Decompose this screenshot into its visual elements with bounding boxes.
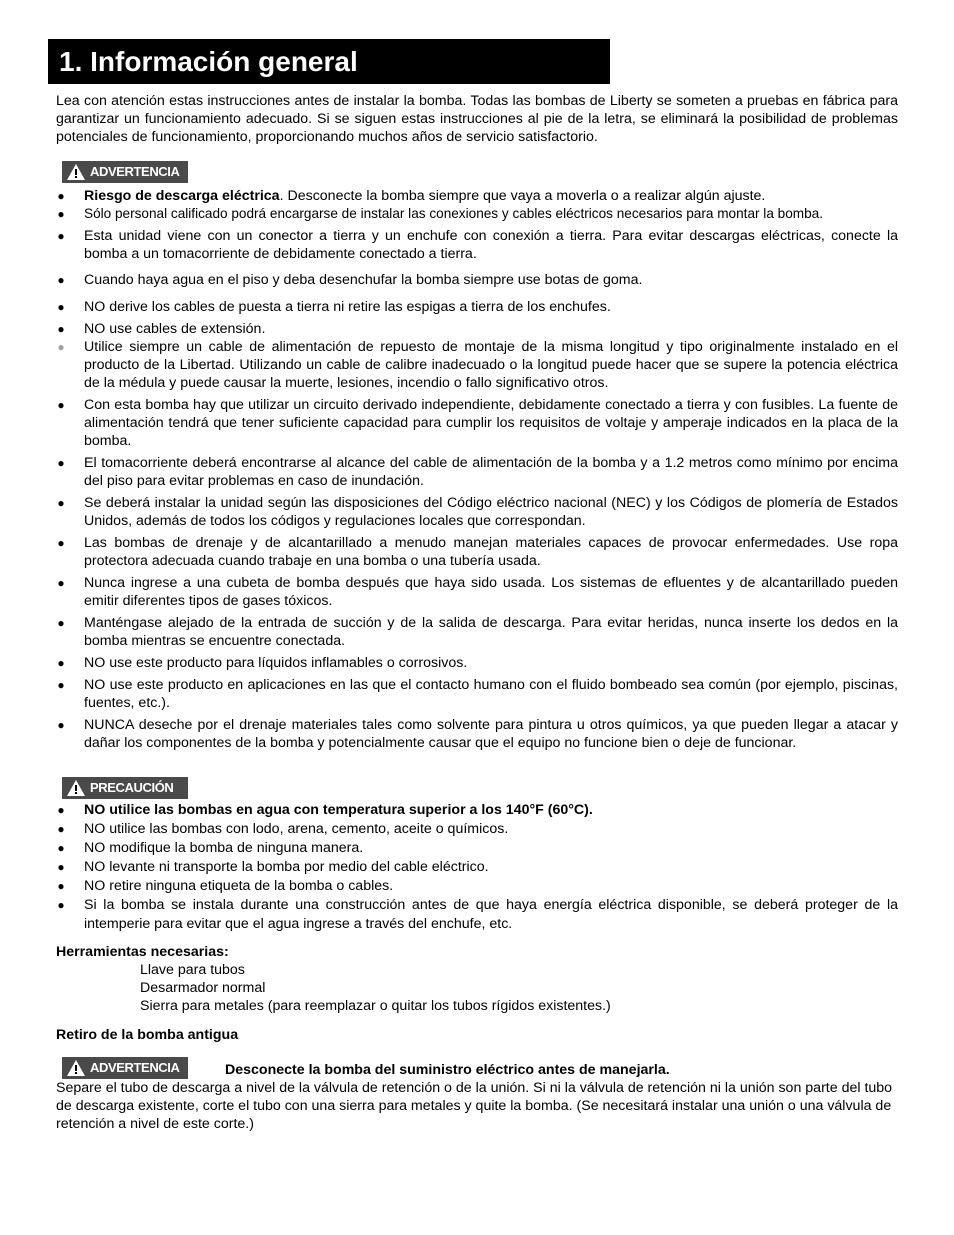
bullet-icon: ● [57,576,65,590]
tool-item: Llave para tubos [140,962,245,978]
item-text: NO use este producto en aplicaciones en las que el contacto humano con el fluido bombeado sea común (por ejemplo, piscinas, fuentes, etc.). [84,677,898,711]
bullet-icon: ● [57,273,65,287]
item-text: El tomacorriente deberá encontrarse al alcance del cable de alimentación de la bomba y a 1.2 metros como mínimo por encima del piso para evitar problemas en caso de inundación. [84,455,898,489]
caution-item [56,839,898,858]
warning-item [56,227,898,263]
warning-item [56,338,898,392]
item-text: NO retire ninguna etiqueta de la bomba o cables. [84,878,394,894]
removal-warning-text: Desconecte la bomba del suministro eléctrico antes de manejarla. [225,1062,670,1078]
warning-triangle-icon [66,1059,86,1077]
item-text: . Desconecte la bomba siempre que vaya a moverla o a realizar algún ajuste. [279,188,766,204]
warning-item [56,271,898,289]
warning-badge-label: ADVERTENCIA [90,164,180,179]
tool-item: Sierra para metales (para reemplazar o quitar los tubos rígidos existentes.) [140,998,611,1014]
bullet-icon: ● [57,879,65,893]
bullet-icon: ● [57,398,65,412]
section-title: 1. Información general [48,39,610,84]
removal-heading: Retiro de la bomba antigua [56,1027,239,1043]
warning-item [56,298,898,316]
tool-item: Desarmador normal [140,980,266,996]
warning-item [56,676,898,712]
warnings-list [56,187,898,752]
tools-heading: Herramientas necesarias: [56,944,229,960]
warning-item [56,614,898,650]
item-text: Las bombas de drenaje y de alcantarillado a menudo manejan materiales capaces de provocar enfermedades. Use ropa protectora adecuada cuando trabaje en una bomba o una tubería usada. [84,535,898,569]
item-bold-text: Riesgo de descarga eléctrica [84,188,280,204]
item-text: NUNCA deseche por el drenaje materiales tales como solvente para pintura u otros químicos, ya que pueden llegar a atacar y dañar los componentes de la bomba y potencialmente causar que el equipo no funcione bien o deje de funcionar. [84,717,898,751]
item-text: Sólo personal calificado podrá encargarse de instalar las conexiones y cables eléctricos necesarios para montar la bomba. [84,206,824,221]
bullet-icon: ● [57,536,65,550]
caution-badge [62,777,188,799]
item-text: Utilice siempre un cable de alimentación de repuesto de montaje de la misma longitud y tipo originalmente instalado en el producto de la Libertad. Utilizando un cable de calibre inadecuado o la longitud puede hacer que se supere la potencia eléctrica de la médula y puede causar la muerte, lesiones, incendio o fallo significativo otros. [84,339,898,391]
item-text: Si la bomba se instala durante una construcción antes de que haya energía eléctrica disponible, se deberá proteger de la intemperie para evitar que el agua ingrese a través del enchufe, etc. [84,897,898,932]
item-text: Nunca ingrese a una cubeta de bomba después que haya sido usada. Los sistemas de efluentes y de alcantarillado pueden emitir diferentes tipos de gases tóxicos. [84,575,898,609]
bullet-icon: ● [57,322,65,336]
item-text: NO derive los cables de puesta a tierra ni retire las espigas a tierra de los enchufes. [84,299,611,315]
bullet-icon: ● [57,898,65,912]
bullet-icon: ● [57,803,65,817]
tools-list [140,961,611,1015]
bullet-icon: ● [57,616,65,630]
warning-item [56,574,898,610]
item-text: NO use este producto para líquidos inflamables o corrosivos. [84,655,468,671]
caution-item [56,801,898,820]
item-text: Se deberá instalar la unidad según las disposiciones del Código eléctrico nacional (NEC) y los Códigos de plomería de Estados Unidos, además de todos los códigos y regulaciones locales que correspondan. [84,495,898,529]
item-text: Esta unidad viene con un conector a tierra y un enchufe con conexión a tierra. Para evitar descargas eléctricas, conecte la bomba a un tomacorriente de debidamente conectado a tierra. [84,228,898,262]
warning-badge [62,161,188,183]
bullet-icon: ● [57,656,65,670]
warning-item [56,654,898,672]
bullet-icon: ● [57,678,65,692]
intro-paragraph: Lea con atención estas instrucciones antes de instalar la bomba. Todas las bombas de Liberty se someten a pruebas en fábrica para garantizar un funcionamiento adecuado. Si se siguen estas instrucciones al pie de la letra, se eliminará la posibilidad de problemas potenciales de funcionamiento, proporcionando muchos años de servicio satisfactorio. [56,93,898,145]
item-text: Manténgase alejado de la entrada de succión y de la salida de descarga. Para evitar heridas, nunca inserte los dedos en la bomba mientras se encuentre conectada. [84,615,898,649]
caution-item [56,877,898,896]
warning-item [56,205,898,223]
item-text: Con esta bomba hay que utilizar un circuito derivado independiente, debidamente conectado a tierra y con fusibles. La fuente de alimentación tendrá que tener suficiente capacidad para cumplir los requisitos de voltaje y amperaje indicados en la placa de la bomba. [84,397,898,449]
item-text: NO modifique la bomba de ninguna manera. [84,840,364,856]
warning-triangle-icon [66,779,86,797]
caution-item [56,858,898,877]
warning-item [56,454,898,490]
warning-triangle-icon [66,163,86,181]
bullet-icon: ● [57,340,65,354]
item-text: NO levante ni transporte la bomba por medio del cable eléctrico. [84,859,489,875]
warning-item [56,320,898,338]
bullet-icon: ● [57,860,65,874]
removal-paragraph: Separe el tubo de descarga a nivel de la válvula de retención o de la unión. Si ni la válvula de retención ni la unión son parte del tubo de descarga existente, corte el tubo con una sierra para metales y quite la bomba. (Se necesitará instalar una unión o una válvula de retención a nivel de este corte.) [56,1080,893,1132]
warning-item [56,534,898,570]
bullet-icon: ● [57,229,65,243]
warning-item [56,396,898,450]
caution-badge-label: PRECAUCIÓN [90,780,174,795]
warning-item [56,716,898,752]
item-text: Cuando haya agua en el piso y deba desenchufar la bomba siempre use botas de goma. [84,272,643,288]
warning-badge [62,1057,188,1079]
bullet-icon: ● [57,841,65,855]
caution-item [56,896,898,934]
warning-badge-label: ADVERTENCIA [90,1060,180,1075]
bullet-icon: ● [57,496,65,510]
caution-item [56,820,898,839]
item-text: NO utilice las bombas con lodo, arena, cemento, aceite o químicos. [84,821,509,837]
bullet-icon: ● [57,207,65,221]
cautions-list [56,801,898,934]
warning-item [56,187,898,205]
item-text: NO use cables de extensión. [84,321,266,337]
bullet-icon: ● [57,822,65,836]
bullet-icon: ● [57,300,65,314]
bullet-icon: ● [57,718,65,732]
item-bold-text: NO utilice las bombas en agua con temperatura superior a los 140°F (60°C). [84,802,593,818]
warning-item [56,494,898,530]
bullet-icon: ● [57,456,65,470]
bullet-icon: ● [57,189,65,203]
